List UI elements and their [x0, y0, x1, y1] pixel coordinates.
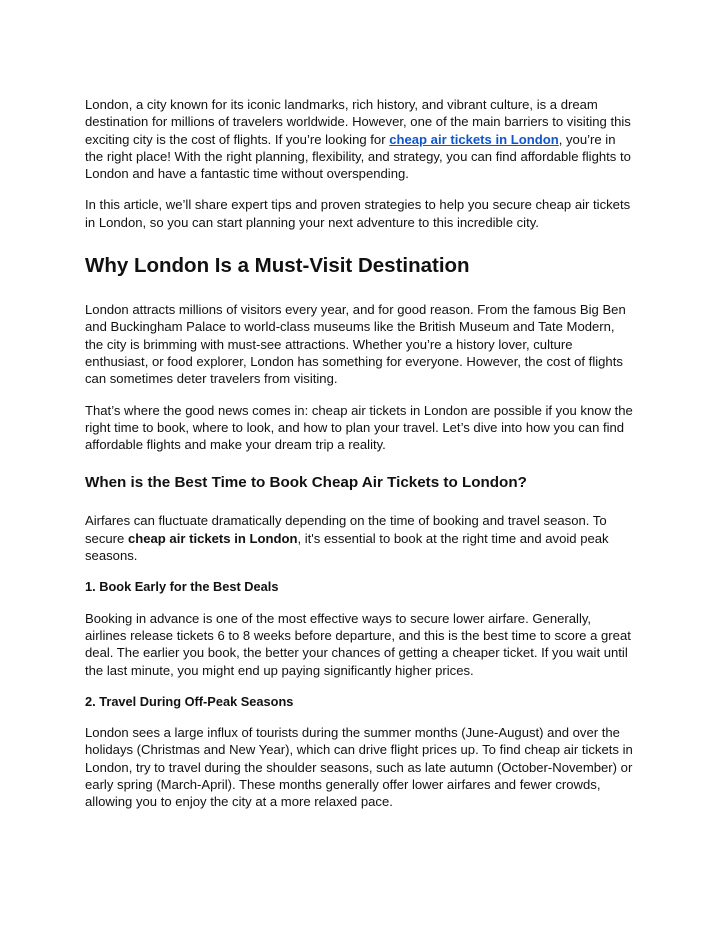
why-london-paragraph-2: That’s where the good news comes in: cheap air tickets in London are possible if you know the right time to book, where to look, and how to plan your travel. Let’s dive into how you can find affordable flights and make your dream trip a reality. — [85, 402, 633, 453]
subheading-book-early: 1. Book Early for the Best Deals — [85, 579, 279, 595]
section-heading-best-time: When is the Best Time to Book Cheap Air Tickets to London? — [85, 474, 527, 492]
best-time-bold-phrase: cheap air tickets in London — [127, 530, 298, 546]
best-time-text-end: , it's essential to book at the right time and avoid peak seasons. — [85, 530, 609, 564]
book-early-paragraph: Booking in advance is one of the most effective ways to secure lower airfare. Generally, airlines release tickets 6 to 8 weeks before departure, and this is the best time to score a great deal. The earlier you book, the better your chances of getting a cheaper ticket. If you wait until the last minute, you might end up paying significantly higher prices. — [85, 610, 631, 678]
off-peak-paragraph: London sees a large influx of tourists during the summer months (June-August) and over the holidays (Christmas and New Year), which can drive flight prices up. To find cheap air tickets in London, try to travel during the shoulder seasons, such as late autumn (October-November) or early spring (March-April). These months generally offer lower airfares and fewer crowds, allowing you to enjoy the city at a more relaxed pace. — [85, 725, 633, 810]
intro-paragraph-1-text-end: , you’re in the right place! With the right planning, flexibility, and strategy, you can find affordable flights to London and have a fantastic time without overspending. — [85, 131, 631, 182]
best-time-paragraph — [85, 512, 636, 564]
subheading-off-peak: 2. Travel During Off-Peak Seasons — [85, 693, 294, 709]
section-heading-why-london: Why London Is a Must-Visit Destination — [85, 254, 470, 278]
why-london-paragraph-1: London attracts millions of visitors every year, and for good reason. From the famous Big Ben and Buckingham Palace to world-class museums like the British Museum and Tate Modern, the city is brimming with must-see attractions. Whether you’re a history lover, culture enthusiast, or food explorer, London has something for everyone. However, the cost of flights can sometimes deter travelers from visiting. — [85, 302, 626, 387]
cheap-air-tickets-link[interactable]: cheap air tickets in London — [389, 131, 559, 147]
intro-paragraph-1 — [85, 96, 636, 182]
intro-paragraph-2: In this article, we’ll share expert tips and proven strategies to help you secure cheap air tickets in London, so you can start planning your next adventure to this incredible city. — [85, 197, 631, 230]
intro-paragraph-1-text-start: London, a city known for its iconic landmarks, rich history, and vibrant culture, is a dream destination for millions of travelers worldwide. However, one of the main barriers to visiting this exciting city is the cost of flights. If you’re looking for — [85, 97, 631, 147]
best-time-text-start: Airfares can fluctuate dramatically depending on the time of booking and travel season. To secure — [85, 513, 607, 546]
